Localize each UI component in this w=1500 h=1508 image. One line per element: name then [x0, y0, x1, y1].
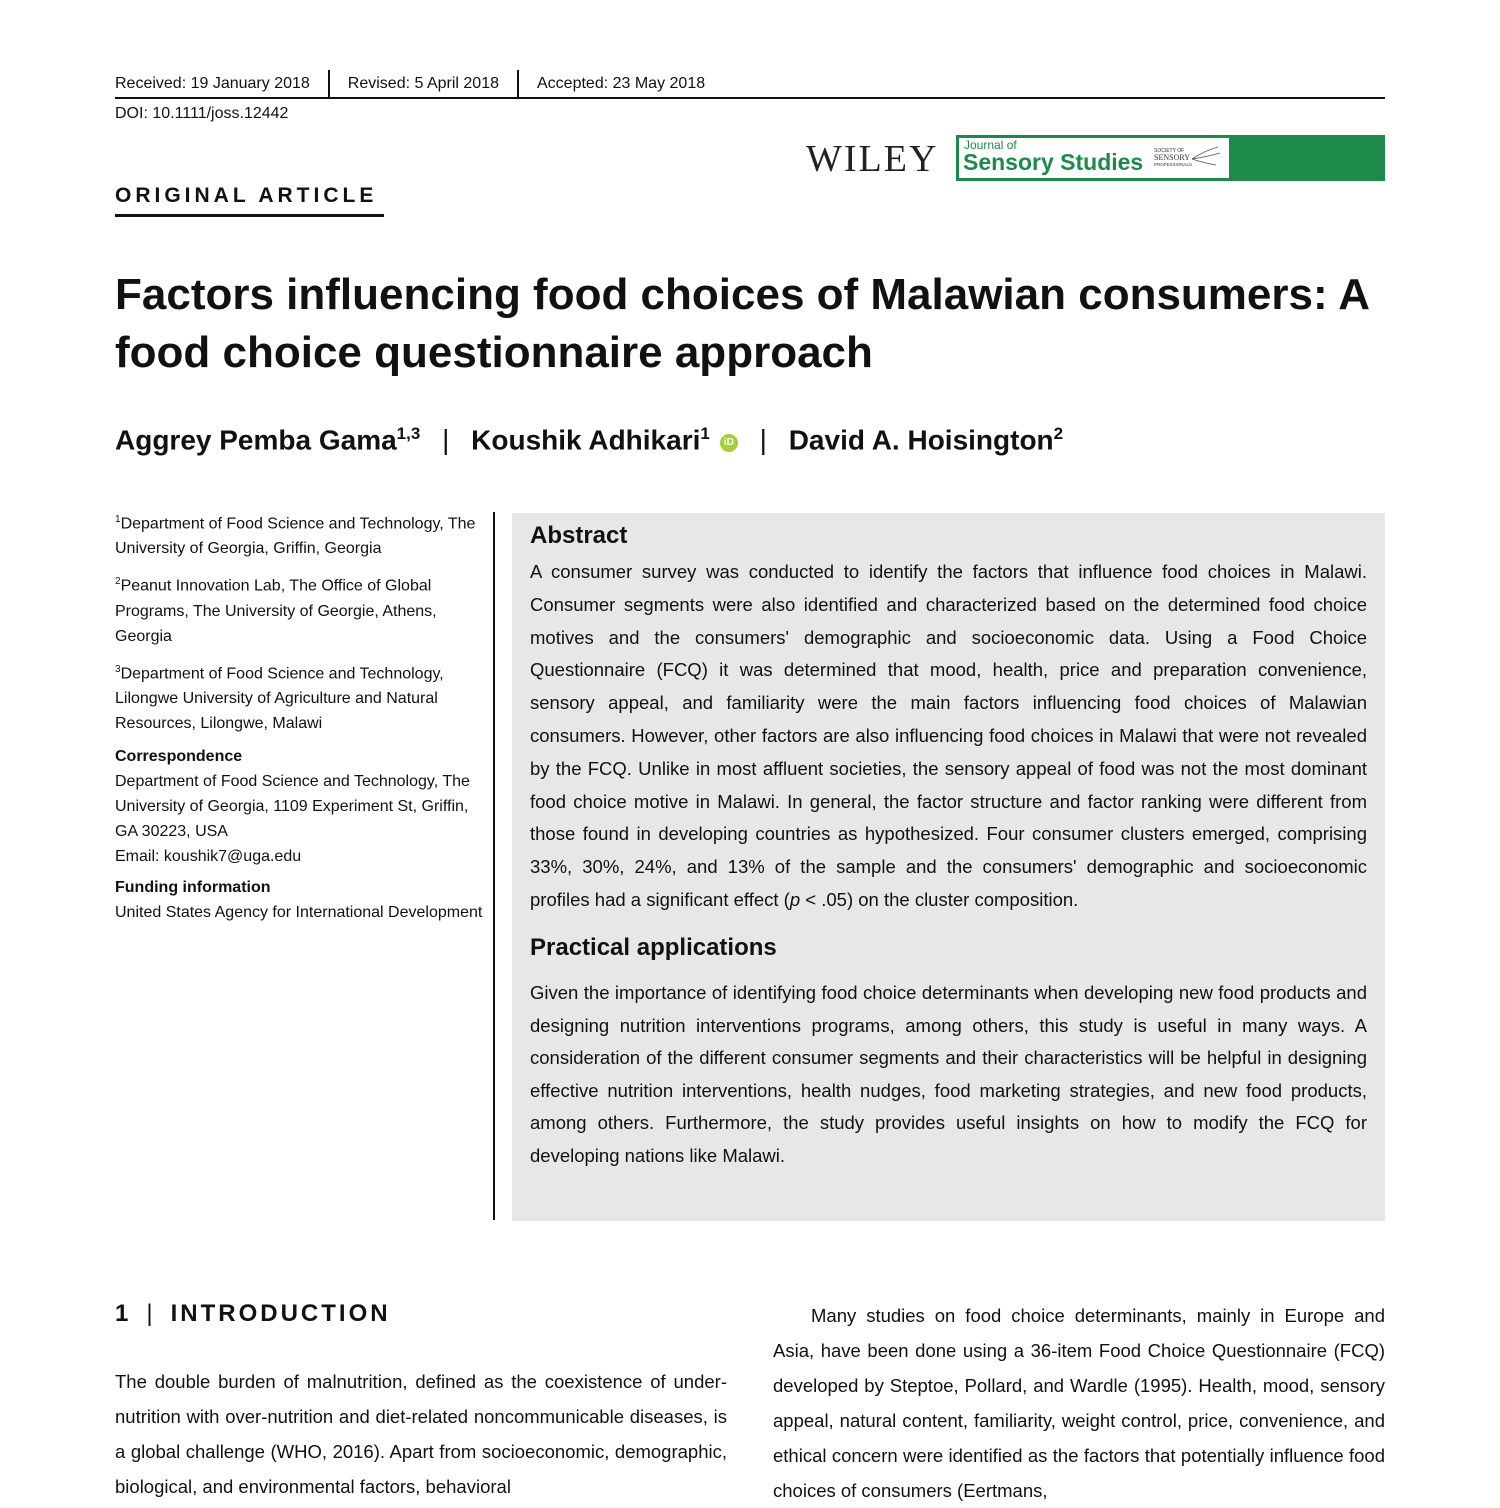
- correspondence: [115, 744, 485, 869]
- author-affiliation: 1: [700, 424, 710, 443]
- orcid-icon[interactable]: iD: [720, 434, 738, 452]
- section-number: 1: [115, 1300, 129, 1327]
- affiliations-column: [115, 507, 485, 933]
- svg-text:SOCIETY OF: SOCIETY OF: [1154, 148, 1185, 154]
- funding: [115, 875, 485, 925]
- affiliation-text: Peanut Innovation Lab, The Office of Global Programs, The University of Georgie, Athens, Georgia: [115, 577, 437, 645]
- abstract-text: [530, 556, 1367, 917]
- svg-text:PROFESSIONALS: PROFESSIONALS: [1154, 162, 1193, 167]
- practical-applications-text: Given the importance of identifying food choice determinants when developing new food products and designing nutrition interventions programs, among others, this study is useful in many ways. A consideration of the different consumer segments and their characteristics will be helpful in designing effective nutrition interventions, health nudges, food marketing strategies, and new food products, among others. Furthermore, the study provides useful insights on how to modify the FCQ for developing nations like Malawi.: [530, 982, 1367, 1166]
- revised-date: Revised: 5 April 2018: [347, 75, 499, 92]
- introduction-right-text: Many studies on food choice determinants, mainly in Europe and Asia, have been done using a 36-item Food Choice Questionnaire (FCQ) developed by Steptoe, Pollard, and Wardle (1995). Health, mood, sensory appeal, natural content, familiarity, weight control, price, convenience, and ethical concern were identified as the factors that potentially influence food choices of consumers (Eertmans,: [773, 1305, 1385, 1501]
- author-list: [115, 424, 1063, 456]
- column-divider: [493, 512, 495, 1220]
- p-value-symbol: p: [789, 888, 801, 910]
- affiliation-text: Department of Food Science and Technology, Lilongwe University of Agriculture and Natural Resources, Lilongwe, Malawi: [115, 664, 444, 732]
- practical-applications-heading: Practical applications: [530, 934, 777, 961]
- date-divider: [328, 70, 330, 98]
- author-name[interactable]: Koushik Adhikari: [471, 424, 701, 456]
- doi[interactable]: DOI: 10.1111/joss.12442: [115, 105, 289, 122]
- funding-text: United States Agency for International Development: [115, 903, 483, 921]
- affiliation-number: 1: [115, 514, 121, 525]
- abstract-text-part: A consumer survey was conducted to identify the factors that influence food choices in Malawi. Consumer segments were also identified and characterized based on the determined food choice motives and the consumers' demographic and socioeconomic data. Using a Food Choice Questionnaire (FCQ) it was determined that mood, health, price and preparation convenience, sensory appeal, and familiarity were the main factors influencing food choices of Malawian consumers. However, other factors are also influencing food choices in Malawi that were not revealed by the FCQ. Unlike in most affluent societies, the sensory appeal of food was not the most dominant food choice motive in Malawi. In general, the factor structure and factor ranking were different from those found in developing countries as hypothesized. Four consumer clusters emerged, comprising 33%, 30%, 24%, and 13% of the sample and the consumers' demographic and socioeconomic profiles had a significant effect (: [530, 561, 1367, 910]
- author-divider: |: [759, 424, 767, 456]
- author-name[interactable]: Aggrey Pemba Gama: [115, 424, 397, 456]
- author-divider: |: [442, 424, 450, 456]
- affiliation-number: 3: [115, 663, 121, 675]
- author-name[interactable]: David A. Hoisington: [788, 424, 1054, 456]
- introduction-left-text: The double burden of malnutrition, defined as the coexistence of under-nutrition with over-nutrition and diet-related noncommunicable diseases, is a global challenge (WHO, 2016). Apart from socioeconomic, demographic, biological, and environmental factors, behavioral: [115, 1371, 727, 1497]
- abstract-text-part: < .05) on the cluster composition.: [800, 888, 1079, 910]
- section-heading: [115, 1300, 391, 1328]
- affiliation-text: Department of Food Science and Technology, The University of Georgia, Griffin, Georgia: [115, 515, 476, 558]
- affiliation-number: 2: [115, 576, 121, 588]
- author-affiliation: 2: [1053, 424, 1064, 443]
- affiliation: [115, 569, 485, 648]
- article-type: ORIGINAL ARTICLE: [115, 184, 378, 207]
- date-divider: [517, 70, 519, 98]
- author-affiliation: 1,3: [396, 424, 421, 443]
- correspondence-label: Correspondence: [115, 747, 243, 765]
- section-title: INTRODUCTION: [170, 1300, 391, 1327]
- article-title: Factors influencing food choices of Malawian consumers: A food choice questionnaire approach: [115, 270, 1369, 377]
- header-rule: [115, 97, 1385, 99]
- received-date: Received: 19 January 2018: [115, 75, 310, 92]
- funding-label: Funding information: [115, 878, 271, 896]
- affiliation: [115, 507, 485, 561]
- society-logo: [1152, 143, 1222, 176]
- journal-of-label: Journal of: [964, 138, 1017, 152]
- wiley-logo: WILEY: [806, 138, 939, 180]
- correspondence-email[interactable]: Email: koushik7@uga.edu: [115, 847, 302, 865]
- article-type-underline: [115, 214, 384, 217]
- accepted-date: Accepted: 23 May 2018: [537, 75, 706, 92]
- svg-text:SENSORY: SENSORY: [1154, 153, 1191, 162]
- affiliation: [115, 657, 485, 736]
- society-logo-icon: [1152, 143, 1222, 173]
- journal-name: Sensory Studies: [963, 149, 1144, 175]
- correspondence-address: Department of Food Science and Technology, The University of Georgia, 1109 Experiment St, Griffin, GA 30223, USA: [115, 772, 470, 840]
- article-dates: [115, 70, 705, 98]
- abstract-heading: Abstract: [530, 522, 628, 549]
- heading-divider: |: [146, 1300, 153, 1327]
